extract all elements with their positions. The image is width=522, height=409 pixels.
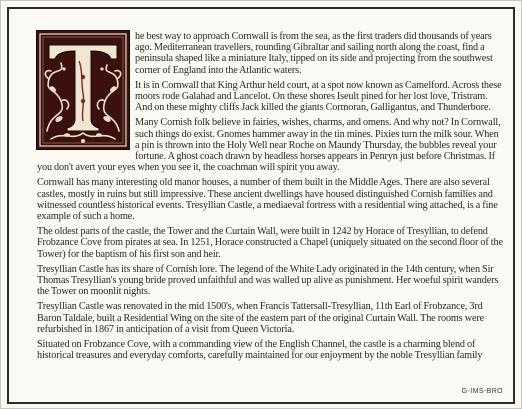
paragraph-3: Many Cornish folk believe in fairies, wishes, charms, and omens. And why not? In Cornwall, such things do exist. Gnomes hammer away in the tin mines. Pixies turn the milk sour. When a pin is thrown into the Holy Well near Roche on Maundy Thursday, the bubbles reveal your fortune. A ghost coach drawn by headless horses appears in Penryn just before Christmas. If you don't avert your eyes when you see it, the coachman will spirit you away. — [37, 117, 501, 174]
paragraph-8: Situated on Frobzance Cove, with a commanding view of the English Channel, the castle is a charming blend of historical treasures and everyday comforts, carefully maintained for our enjoyment by the noble Tresyllian family — [37, 339, 483, 362]
paragraph-1: he best way to approach Cornwall is from the sea, as the first traders did thousands of years ago. Mediterranean travellers, rounding Gibraltar and sailing north along the coast, find a peninsula shaped like a miniature Italy, tipped on its side and projecting from the southwest corner of England into the Atlantic waters. — [135, 31, 493, 76]
paragraph-2: It is in Cornwall that King Arthur held court, at a spot now known as Camelford. Across these moors rode Galahad and Lancelot. On these shores Iseult pined for her lost love, Tristram. And on these mighty cliffs Jack killed the giants Cormoran, Galligantus, and Thunderbore. — [135, 79, 502, 114]
paragraph-7: Tresyllian Castle was renovated in the mid 1500's, when Francis Tattersall-Tresyllian, 11th Earl of Frobzance, 3rd Baron Taldale, built a Residential Wing on the site of the eastern part of the original Curtain Wall. The rooms were refurbished in 1867 in anticipation of a visit from Queen Victoria. — [37, 301, 485, 335]
illuminated-initial — [37, 31, 129, 149]
paragraph-5: The oldest parts of the castle, the Tower and the Curtain Wall, were built in 1242 by Horace of Tresyllian, to defend Frobzance Cove from pirates at sea. In 1251, Horace constructed a Chapel (uniquely situated on the second floor of the Tower) for the baptism of his first son and heir. — [37, 226, 503, 260]
illuminated-initial-ornament — [37, 31, 129, 149]
paragraph-4: Cornwall has many interesting old manor houses, a number of them built in the Middle Ages. There are also several castles, mostly in ruins but still impressive. These ancient dwellings have housed distinguished Cornish families and witnessed countless historical events. Tresyllian Castle, a mediaeval fortress with a residential wing attached, is a fine example of such a home. — [37, 177, 498, 223]
credit-line: G-IMS-BRO — [461, 388, 503, 395]
paragraph-6: Tresyllian Castle has its share of Cornish lore. The legend of the White Lady originated in the 14th century, when Sir Thomas Tresyllian's young bride proved unfaithful and was walled up alive as punishment. Her woeful spirit wanders the Tower on moonlit nights. — [37, 263, 499, 298]
